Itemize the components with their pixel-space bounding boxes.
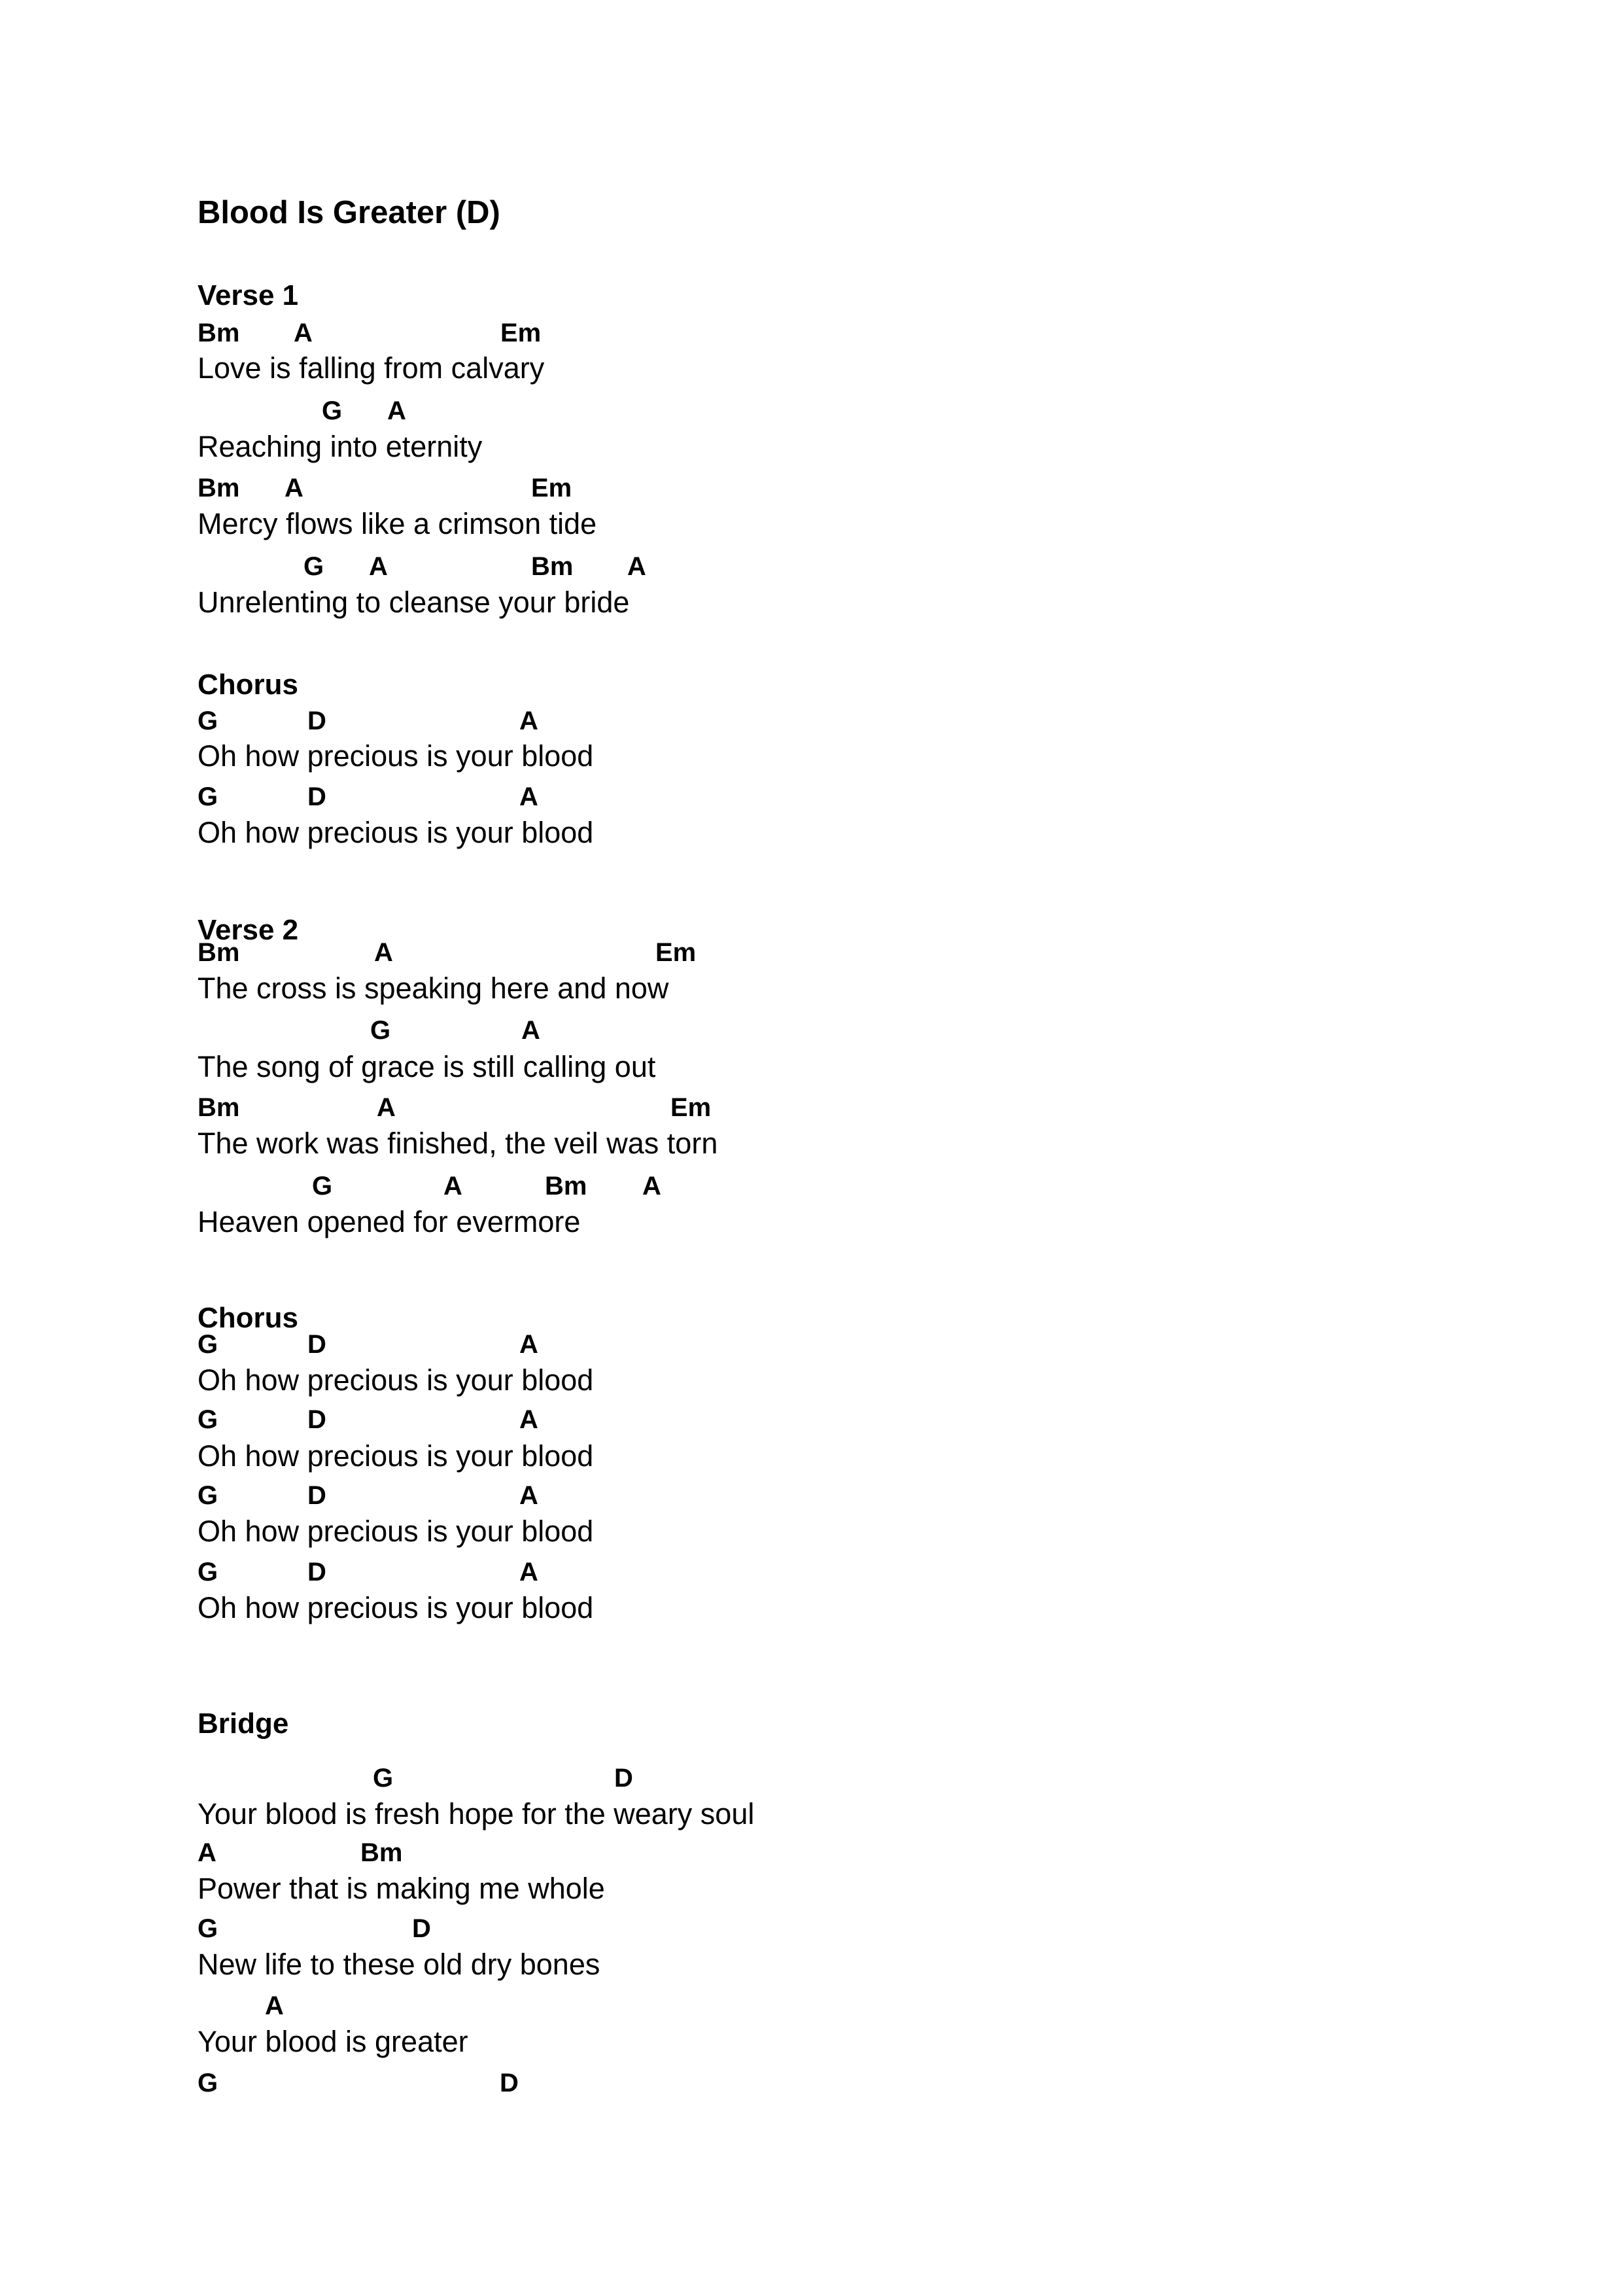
chord-symbol: D bbox=[307, 782, 326, 811]
chord-symbol: D bbox=[614, 1764, 633, 1793]
section-heading: Chorus bbox=[198, 669, 298, 701]
chord-row bbox=[198, 1331, 1179, 1361]
chord-symbol: Bm bbox=[198, 1093, 240, 1122]
chord-symbol: Em bbox=[670, 1093, 712, 1122]
lyric-line: Your blood is greater bbox=[198, 2025, 468, 2058]
chord-symbol: G bbox=[303, 552, 324, 581]
song-title: Blood Is Greater (D) bbox=[198, 195, 500, 230]
chord-symbol: D bbox=[307, 1481, 326, 1510]
chord-symbol: A bbox=[369, 552, 388, 581]
chord-symbol: D bbox=[307, 1405, 326, 1434]
section-heading: Bridge bbox=[198, 1708, 289, 1740]
chord-symbol: A bbox=[374, 938, 393, 967]
lyric-line: Mercy flows like a crimson tide bbox=[198, 507, 597, 540]
chord-row bbox=[198, 1559, 1179, 1589]
lyric-line: Oh how precious is your blood bbox=[198, 1591, 594, 1624]
chord-symbol: G bbox=[198, 1914, 218, 1943]
chord-symbol: G bbox=[322, 396, 343, 425]
lyric-line: Oh how precious is your blood bbox=[198, 816, 594, 849]
lyric-line: Reaching into eternity bbox=[198, 430, 483, 463]
chord-symbol: G bbox=[198, 1558, 218, 1586]
chord-row bbox=[198, 1482, 1179, 1513]
chord-symbol: D bbox=[307, 1558, 326, 1586]
chord-row bbox=[198, 2070, 1179, 2100]
chord-symbol: A bbox=[519, 1481, 538, 1510]
chord-symbol: G bbox=[373, 1764, 394, 1793]
section-heading: Chorus bbox=[198, 1302, 298, 1334]
chord-row bbox=[198, 1993, 1179, 2023]
chord-symbol: A bbox=[519, 1330, 538, 1359]
chord-row bbox=[198, 1173, 1179, 1203]
chord-symbol: Bm bbox=[198, 474, 240, 502]
lyric-line: The song of grace is still calling out bbox=[198, 1050, 656, 1083]
lyric-line: Heaven opened for evermore bbox=[198, 1205, 581, 1238]
chord-symbol: G bbox=[198, 2069, 218, 2097]
chord-symbol: G bbox=[198, 1481, 218, 1510]
chord-row bbox=[198, 1407, 1179, 1437]
lyric-line: Unrelenting to cleanse your bride bbox=[198, 586, 630, 619]
chord-symbol: Bm bbox=[360, 1838, 403, 1867]
chord-row bbox=[198, 1916, 1179, 1946]
chord-symbol: D bbox=[412, 1914, 431, 1943]
chord-symbol: A bbox=[519, 782, 538, 811]
chord-symbol: A bbox=[294, 319, 313, 347]
chord-symbol: Bm bbox=[545, 1172, 587, 1200]
chord-symbol: A bbox=[387, 396, 406, 425]
chord-symbol: A bbox=[519, 1405, 538, 1434]
section-heading: Verse 2 bbox=[198, 914, 299, 946]
chord-symbol: G bbox=[198, 1405, 218, 1434]
chord-row bbox=[198, 398, 1179, 428]
chord-symbol: A bbox=[265, 1991, 284, 2020]
lyric-line: Oh how precious is your blood bbox=[198, 1363, 594, 1397]
chord-symbol: A bbox=[377, 1093, 396, 1122]
chord-row bbox=[198, 1017, 1179, 1047]
chord-row bbox=[198, 708, 1179, 738]
chord-row bbox=[198, 1095, 1179, 1125]
chord-row bbox=[198, 939, 1179, 970]
chord-symbol: Em bbox=[531, 474, 572, 502]
chord-symbol: Bm bbox=[198, 319, 240, 347]
lyric-line: Your blood is fresh hope for the weary soul bbox=[198, 1797, 755, 1831]
chord-symbol: Em bbox=[500, 319, 542, 347]
chord-symbol: A bbox=[285, 474, 303, 502]
chord-symbol: D bbox=[500, 2069, 519, 2097]
chord-row bbox=[198, 1765, 1179, 1795]
chord-symbol: D bbox=[307, 707, 326, 735]
chord-symbol: G bbox=[198, 782, 218, 811]
chord-row bbox=[198, 475, 1179, 505]
chord-symbol: A bbox=[521, 1016, 540, 1045]
chord-row bbox=[198, 1840, 1179, 1870]
chord-row bbox=[198, 320, 1179, 350]
chord-row bbox=[198, 553, 1179, 584]
chord-symbol: A bbox=[627, 552, 646, 581]
lyric-line: Power that is making me whole bbox=[198, 1872, 605, 1905]
lyric-line: The work was finished, the veil was torn bbox=[198, 1127, 718, 1160]
chord-row bbox=[198, 784, 1179, 814]
chord-symbol: Em bbox=[655, 938, 697, 967]
chord-symbol: G bbox=[370, 1016, 391, 1045]
lyric-line: Oh how precious is your blood bbox=[198, 1515, 594, 1548]
lyric-line: The cross is speaking here and now bbox=[198, 972, 669, 1005]
lyric-line: Love is falling from calvary bbox=[198, 351, 545, 385]
chord-symbol: G bbox=[198, 707, 218, 735]
chord-symbol: A bbox=[519, 1558, 538, 1586]
lyric-line: Oh how precious is your blood bbox=[198, 739, 594, 773]
chord-symbol: G bbox=[312, 1172, 333, 1200]
chord-symbol: G bbox=[198, 1330, 218, 1359]
chord-symbol: A bbox=[198, 1838, 216, 1867]
lyric-line: New life to these old dry bones bbox=[198, 1948, 600, 1981]
chord-symbol: A bbox=[443, 1172, 462, 1200]
chord-symbol: Bm bbox=[531, 552, 574, 581]
chord-symbol: Bm bbox=[198, 938, 240, 967]
chord-symbol: A bbox=[642, 1172, 661, 1200]
section-heading: Verse 1 bbox=[198, 279, 299, 311]
chord-symbol: A bbox=[519, 707, 538, 735]
lyric-line: Oh how precious is your blood bbox=[198, 1439, 594, 1473]
chord-symbol: D bbox=[307, 1330, 326, 1359]
